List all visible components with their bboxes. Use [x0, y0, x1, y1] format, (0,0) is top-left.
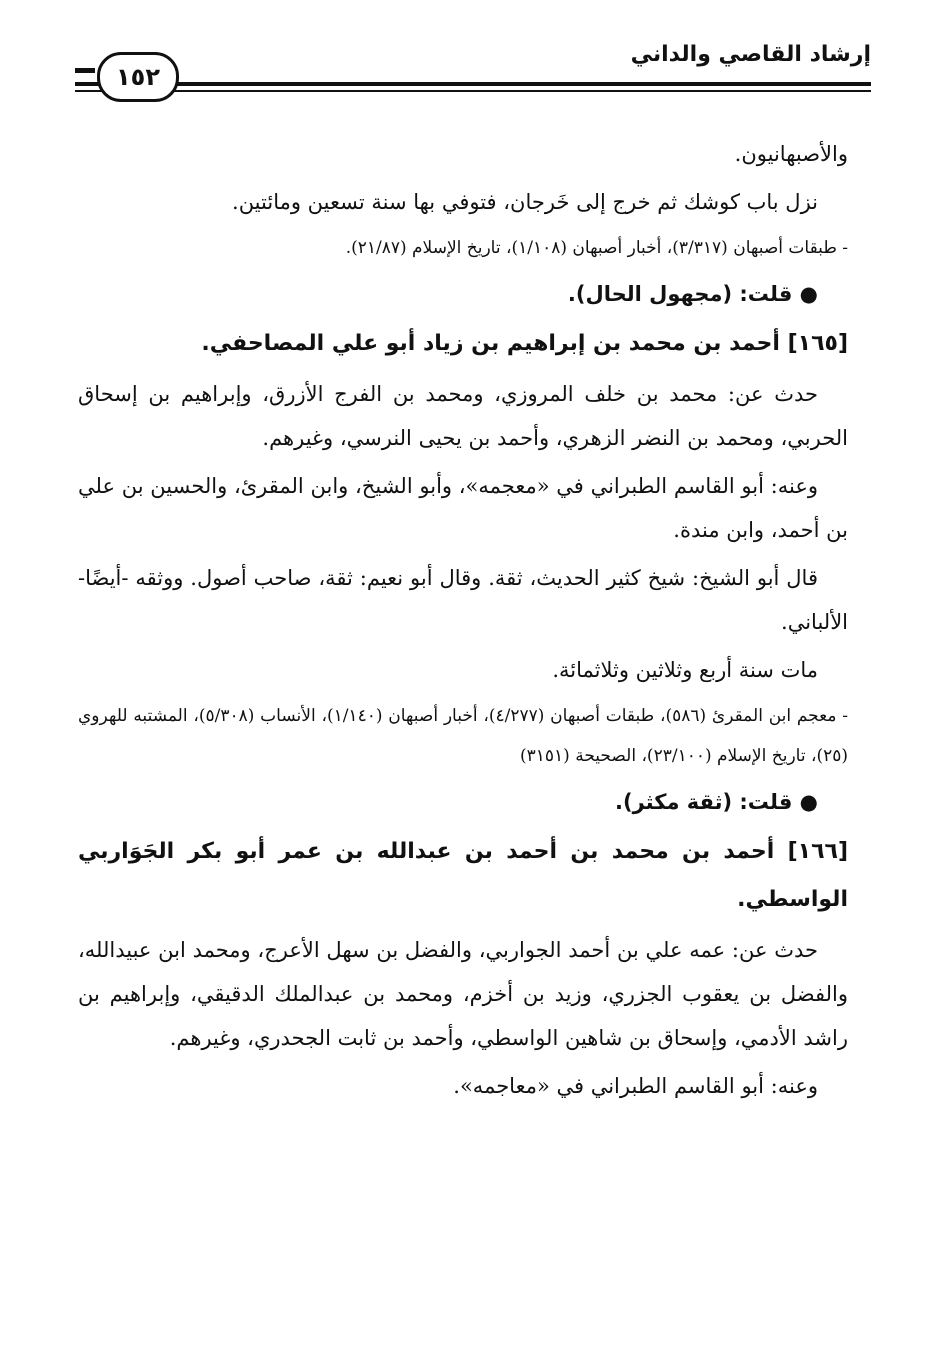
page-body	[78, 132, 848, 1112]
running-title: إرشاد القاصي والداني	[630, 42, 871, 67]
paragraph-narrated-from-165: حدث عن: محمد بن خلف المروزي، ومحمد بن الفرج الأزرق، وإبراهيم بن إسحاق الحربي، ومحمد بن النضر الزهري، وأحمد بن يحيى النرسي، وغيرهم.	[78, 382, 848, 450]
paragraph-grading-165: قال أبو الشيخ: شيخ كثير الحديث، ثقة. وقال أبو نعيم: ثقة، صاحب أصول. ووثقه -أيضًا- الألباني.	[78, 566, 848, 634]
header-rule-thick	[75, 82, 871, 86]
paragraph-narrators-166: وعنه: أبو القاسم الطبراني في «معاجمه».	[453, 1074, 818, 1098]
page-header	[75, 38, 871, 108]
page-number: ١٥٢	[116, 63, 160, 91]
page-number-dash	[75, 68, 95, 73]
verdict-2: ● قلت: (ثقة مكثر).	[615, 790, 818, 814]
paragraph-death: نزل باب كوشك ثم خرج إلى خَرجان، فتوفي بها سنة تسعين ومائتين.	[232, 190, 818, 214]
paragraph-continuation: والأصبهانيون.	[734, 142, 848, 166]
paragraph-narrated-from-166: حدث عن: عمه علي بن أحمد الجواربي، والفضل بن سهل الأعرج، ومحمد ابن عبيدالله، والفضل بن يعقوب الجزري، وزيد بن أخزم، ومحمد بن عبدالملك الدقيقي، وإبراهيم بن راشد الأدمي، وإسحاق بن شاهين الواسطي، وأحمد بن ثابت الجحدري، وغيرهم.	[78, 938, 848, 1050]
entry-heading-165: [١٦٥] أحمد بن محمد بن إبراهيم بن زياد أبو علي المصاحفي.	[201, 331, 848, 356]
verdict-1: ● قلت: (مجهول الحال).	[567, 282, 818, 306]
paragraph-death-165: مات سنة أربع وثلاثين وثلاثمائة.	[552, 658, 818, 682]
sources-note-1: - طبقات أصبهان (٣/٣١٧)، أخبار أصبهان (١/١٠٨)، تاريخ الإسلام (٢١/٨٧).	[345, 238, 848, 258]
page-number-badge	[97, 52, 179, 102]
paragraph-narrators-165: وعنه: أبو القاسم الطبراني في «معجمه»، وأبو الشيخ، وابن المقرئ، والحسين بن علي بن أحمد، وابن مندة.	[78, 474, 848, 542]
entry-heading-166: [١٦٦] أحمد بن محمد بن أحمد بن عبدالله بن عمر أبو بكر الجَوَاربي الواسطي.	[78, 839, 848, 912]
header-rule-thin	[75, 90, 871, 92]
sources-note-2: - معجم ابن المقرئ (٥٨٦)، طبقات أصبهان (٤/٢٧٧)، أخبار أصبهان (١/١٤٠)، الأنساب (٥/٣٠٨)، المشتبه للهروي (٢٥)، تاريخ الإسلام (٢٣/١٠٠)، الصحيحة (٣١٥١)	[78, 706, 848, 766]
